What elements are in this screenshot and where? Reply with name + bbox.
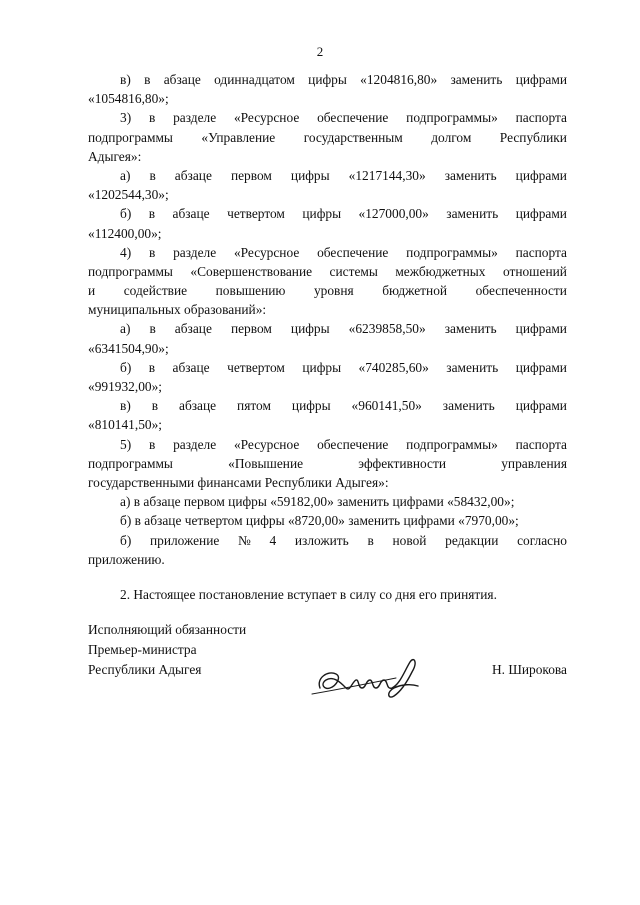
signatory-title-line: Республики Адыгея <box>88 662 202 677</box>
signatory-title-line: Исполняющий обязанности <box>88 622 247 637</box>
word: цифрами <box>515 321 567 337</box>
word: обеспечение <box>317 110 389 126</box>
word: 4) <box>120 244 132 260</box>
word: разделе <box>173 436 217 452</box>
word: «1217144,30» <box>348 167 426 183</box>
word: цифрами <box>515 359 567 375</box>
word: № <box>238 532 251 548</box>
text-line: государственными финансами Республики Адыгея»: <box>88 474 389 490</box>
justified-line <box>88 262 567 281</box>
word: цифрами <box>515 206 567 222</box>
signatory-name: Н. Широкова <box>491 662 567 677</box>
word: изложить <box>294 532 349 548</box>
justified-line <box>88 358 567 377</box>
word: системы <box>329 263 378 279</box>
word: цифрами <box>515 72 567 87</box>
text-line: муниципальных образований»: <box>88 302 267 318</box>
word: долгом <box>431 129 472 145</box>
justified-line <box>88 454 567 473</box>
text-line: 2. Настоящее постановление вступает в силу со дня его принятия. <box>120 586 497 602</box>
word: цифры <box>308 72 347 87</box>
word: паспорта <box>515 110 567 126</box>
word: абзаце <box>172 206 210 222</box>
paragraph <box>88 319 567 357</box>
word: «Повышение <box>228 455 304 471</box>
word: абзаце <box>172 359 210 375</box>
word: а) <box>120 321 131 337</box>
signatory-title-line: Премьер-министра <box>88 642 197 657</box>
justified-line <box>88 319 567 338</box>
text-line: «112400,00»; <box>88 225 162 241</box>
text-line: «6341504,90»; <box>88 340 169 356</box>
word: уровня <box>313 283 354 299</box>
paragraph <box>88 531 567 569</box>
word: обеспечение <box>317 244 389 260</box>
word: «6239858,50» <box>348 321 426 337</box>
document-body <box>88 70 567 604</box>
word: 3) <box>120 110 132 126</box>
text-line: «1054816,80»; <box>88 91 169 107</box>
word: заменить <box>450 72 503 87</box>
justified-line <box>88 243 567 262</box>
word: подпрограммы» <box>406 436 498 452</box>
word: подпрограммы <box>88 263 173 279</box>
word: б) <box>120 359 132 375</box>
word: заменить <box>446 359 499 375</box>
word: новой <box>392 532 427 548</box>
word: подпрограммы <box>88 129 173 145</box>
word: «740285,60» <box>358 359 429 375</box>
word: «127000,00» <box>358 206 429 222</box>
word: отношений <box>502 263 567 279</box>
paragraph <box>88 243 567 320</box>
paragraph <box>88 166 567 204</box>
paragraph <box>88 585 567 604</box>
word: «960141,50» <box>351 398 422 414</box>
paragraph <box>88 108 567 166</box>
word: разделе <box>173 244 217 260</box>
justified-line <box>88 128 567 147</box>
word: «Ресурсное <box>233 436 300 452</box>
word: абзаце <box>174 321 212 337</box>
word: заменить <box>444 321 497 337</box>
word: абзаце <box>174 167 212 183</box>
word: цифрами <box>515 398 567 414</box>
word: редакции <box>445 532 499 548</box>
text-line: «991932,00»; <box>88 379 163 394</box>
word: в <box>148 359 156 375</box>
justified-line <box>88 108 567 127</box>
word: в <box>148 110 156 126</box>
word: эффективности <box>358 455 446 471</box>
signature-block <box>88 620 567 680</box>
word: цифры <box>290 167 330 183</box>
text-line: «810141,50»; <box>88 417 163 433</box>
paragraph <box>88 435 567 493</box>
word: цифры <box>290 321 330 337</box>
word: приложение <box>149 532 220 548</box>
word: управления <box>501 455 567 471</box>
word: 5) <box>120 436 132 452</box>
word: 4 <box>269 532 277 548</box>
word: а) <box>120 167 131 183</box>
word: в <box>148 436 156 452</box>
word: в <box>148 244 156 260</box>
word: одиннадцатом <box>214 72 295 87</box>
word: цифры <box>302 206 342 222</box>
word: «1204816,80» <box>360 72 438 87</box>
word: четвертом <box>227 206 285 222</box>
word: бюджетной <box>382 283 448 299</box>
word: Республики <box>499 129 567 145</box>
paragraph <box>88 492 567 511</box>
word: в <box>144 72 151 87</box>
word: абзаце <box>179 398 217 414</box>
word: б) <box>120 532 132 548</box>
word: в <box>149 167 156 183</box>
word: б) <box>120 206 132 222</box>
justified-line <box>88 435 567 454</box>
word: заменить <box>446 206 499 222</box>
word: четвертом <box>227 359 285 375</box>
word: в <box>367 532 374 548</box>
word: паспорта <box>515 436 567 452</box>
word: цифры <box>291 398 331 414</box>
word: первом <box>230 321 272 337</box>
justified-line <box>88 204 567 223</box>
word: подпрограммы» <box>406 110 498 126</box>
word: подпрограммы <box>88 455 173 471</box>
word: заменить <box>442 398 495 414</box>
word: подпрограммы» <box>406 244 498 260</box>
handwritten-signature <box>306 644 426 714</box>
justified-line <box>88 70 567 89</box>
word: абзаце <box>163 72 201 87</box>
word: «Ресурсное <box>233 244 300 260</box>
word: в <box>148 206 156 222</box>
word: обеспечение <box>317 436 389 452</box>
word: повышению <box>215 283 286 299</box>
justified-line <box>88 166 567 185</box>
justified-line <box>88 281 567 300</box>
word: паспорта <box>515 244 567 260</box>
paragraph <box>88 396 567 434</box>
word: пятом <box>237 398 271 414</box>
text-line: Адыгея»: <box>88 148 142 164</box>
word: «Управление <box>201 129 276 145</box>
word: и <box>88 283 96 299</box>
paragraph <box>88 511 567 530</box>
word: разделе <box>173 110 217 126</box>
justified-line <box>88 396 567 415</box>
word: «Ресурсное <box>233 110 300 126</box>
text-line: б) в абзаце четвертом цифры «8720,00» заменить цифрами «7970,00»; <box>120 513 519 529</box>
word: первом <box>230 167 272 183</box>
text-line: «1202544,30»; <box>88 187 169 203</box>
text-line: а) в абзаце первом цифры «59182,00» заменить цифрами «58432,00»; <box>120 494 515 510</box>
word: цифрами <box>515 167 567 183</box>
word: межбюджетных <box>395 263 486 279</box>
paragraph <box>88 204 567 242</box>
paragraph <box>88 358 567 396</box>
text-line: приложению. <box>88 551 165 567</box>
word: обеспеченности <box>475 283 567 299</box>
word: государственным <box>303 129 403 145</box>
page-number: 2 <box>316 44 324 59</box>
word: заменить <box>444 167 497 183</box>
justified-line <box>88 531 567 550</box>
word: «Совершенствование <box>190 263 313 279</box>
word: в) <box>120 398 131 414</box>
paragraph <box>88 70 567 108</box>
word: в) <box>120 72 131 87</box>
word: согласно <box>517 532 567 548</box>
word: в <box>149 321 156 337</box>
word: цифры <box>302 359 342 375</box>
word: в <box>151 398 159 414</box>
word: содействие <box>123 283 188 299</box>
